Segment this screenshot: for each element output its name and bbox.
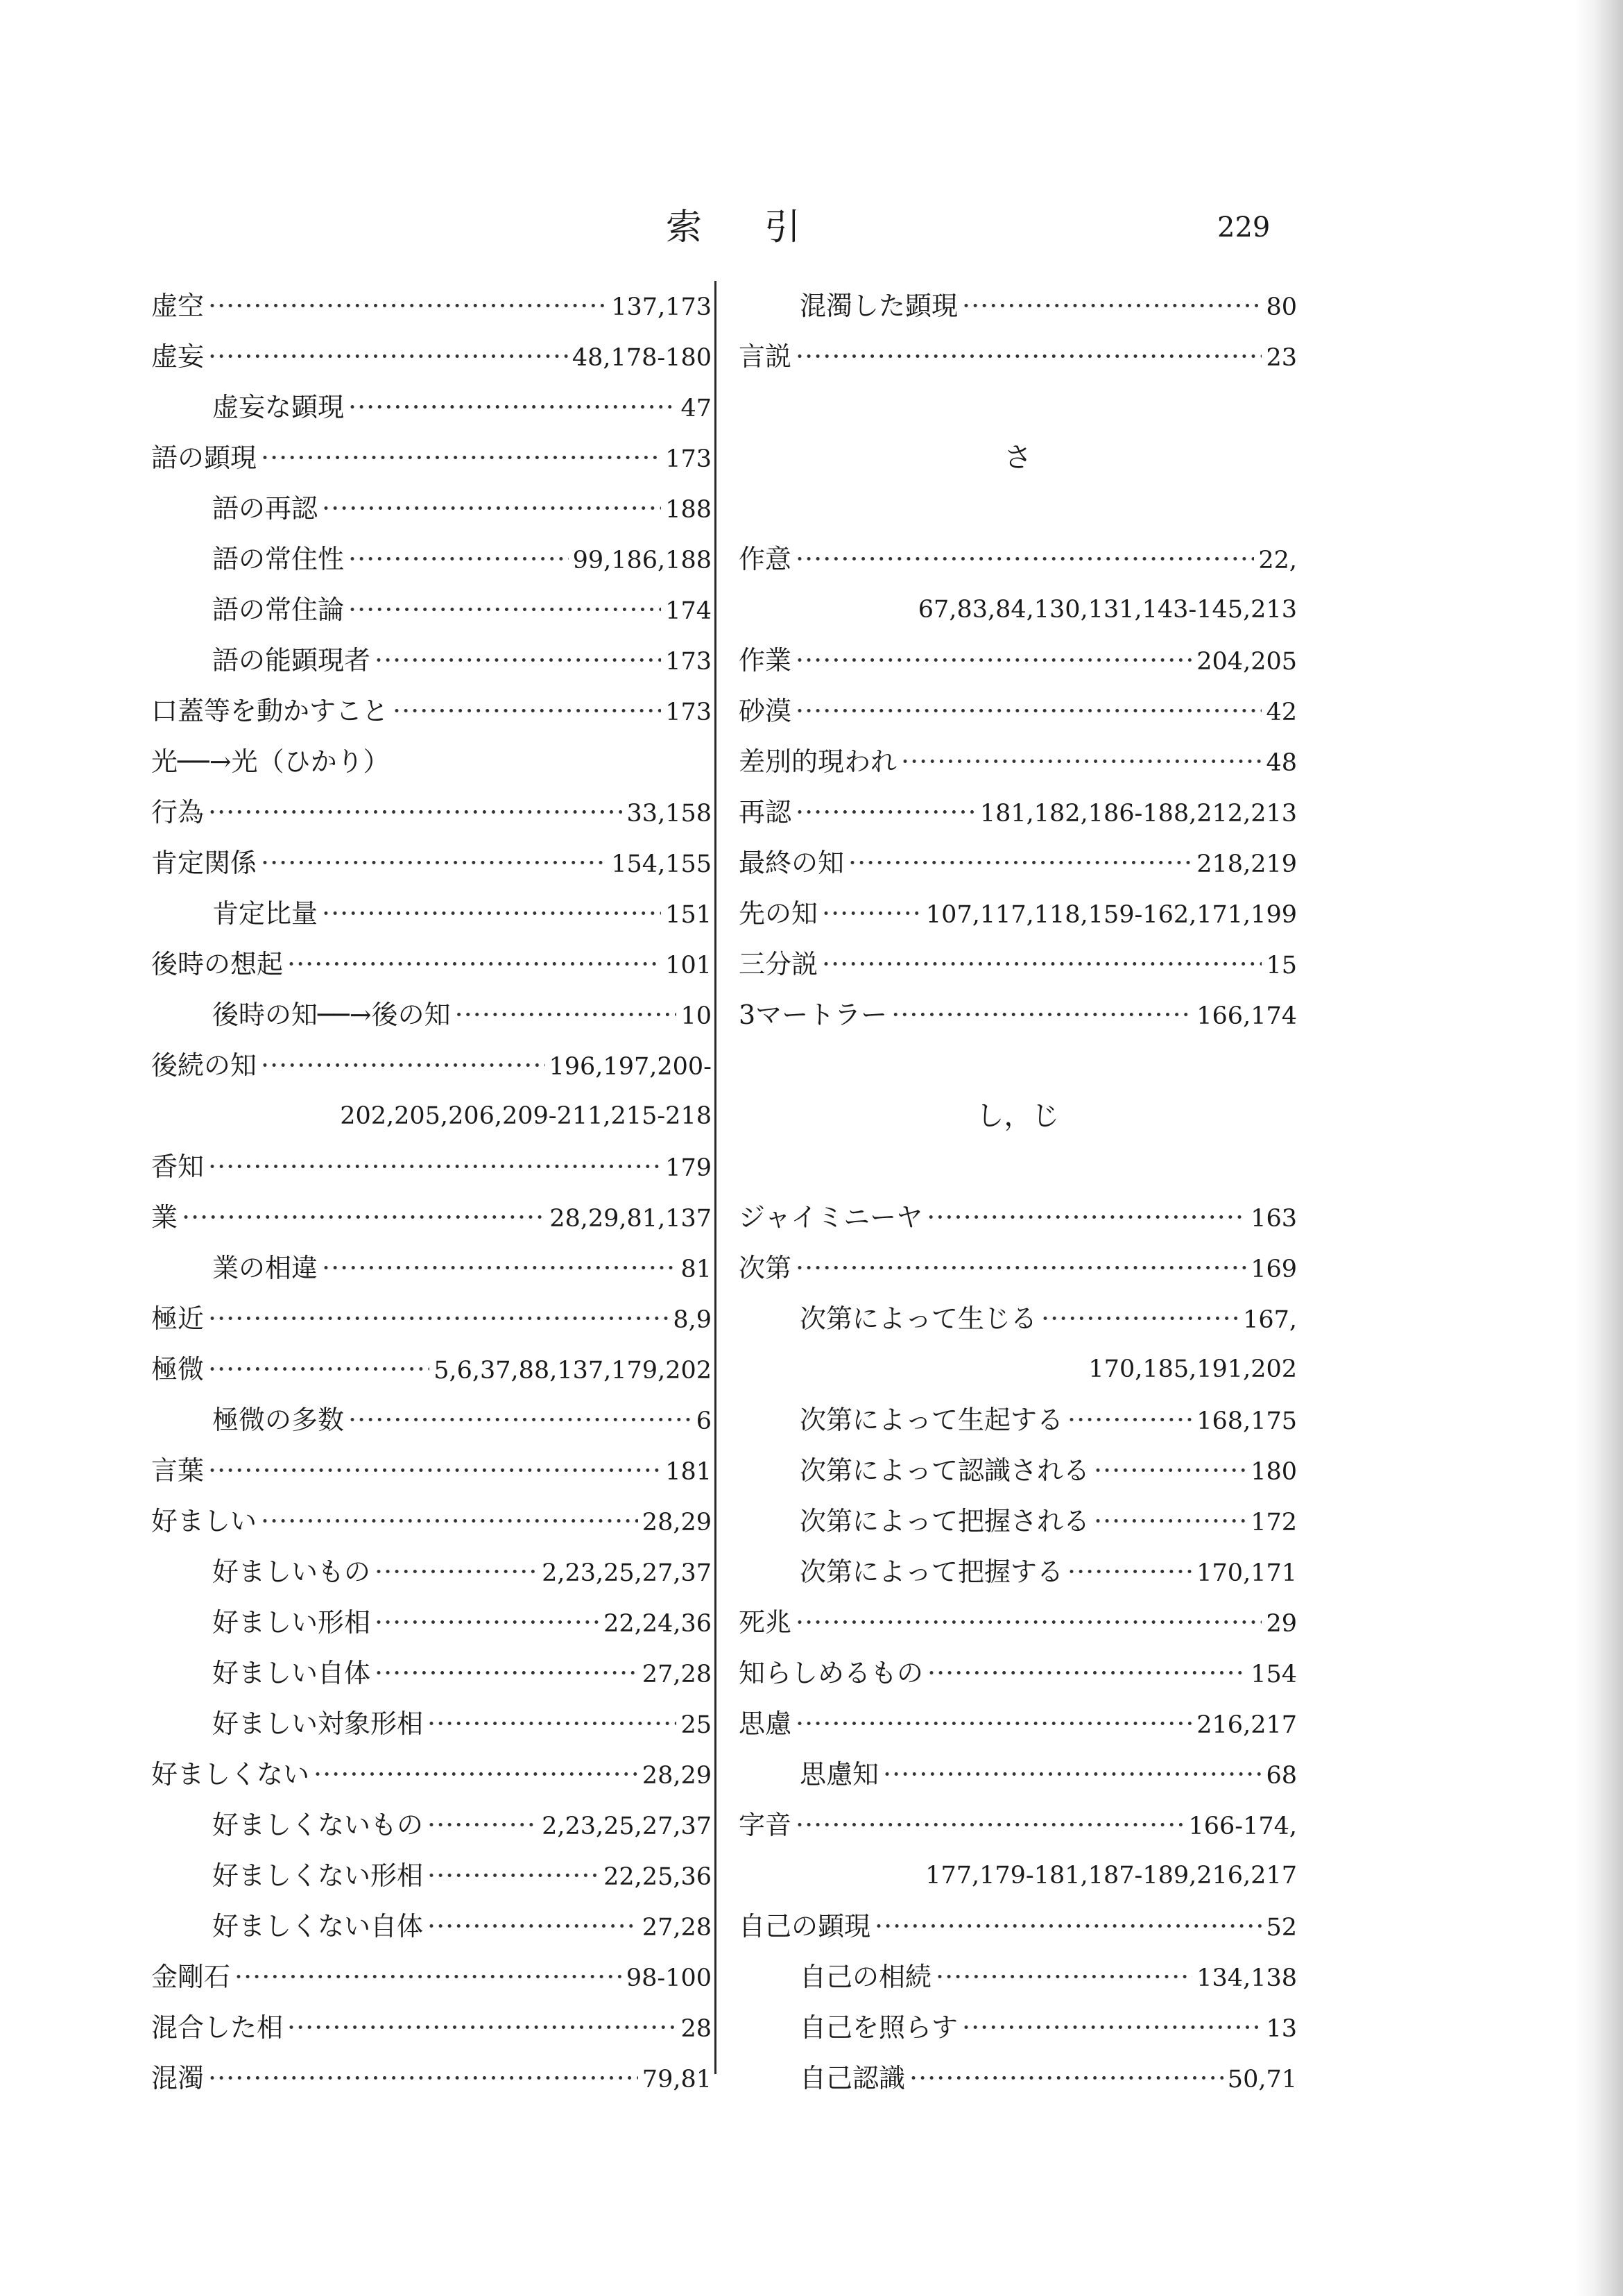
entry-pages: 202,205,206,209-211,215-218 — [340, 1102, 712, 1130]
entry-term: 先の知 — [739, 898, 818, 929]
dot-leader — [375, 635, 661, 686]
dot-leader — [208, 1142, 661, 1192]
index-entry — [151, 1699, 712, 1749]
entry-term: 肯定関係 — [151, 848, 257, 878]
entry-pages: 180 — [1251, 1458, 1297, 1486]
section-heading: し，じ — [976, 1100, 1060, 1132]
index-entry-continuation — [739, 1344, 1297, 1395]
dot-leader — [1067, 1395, 1192, 1446]
dot-leader — [796, 787, 976, 838]
entry-term: 好ましくない形相 — [212, 1860, 424, 1891]
entry-pages: 196,197,200- — [549, 1053, 712, 1081]
entry-pages: 48,178-180 — [572, 344, 712, 372]
entry-term: 口蓋等を動かすこと — [151, 696, 389, 726]
entry-term: 自己の相続 — [800, 1962, 932, 1992]
index-entry — [151, 2003, 712, 2053]
entry-term: 次第によって生じる — [800, 1303, 1038, 1334]
index-entry — [739, 1699, 1297, 1749]
entry-pages: 179 — [665, 1154, 712, 1182]
dot-leader — [822, 889, 922, 939]
index-entry — [151, 534, 712, 585]
entry-pages: 2,23,25,27,37 — [542, 1559, 712, 1587]
entry-pages: 163 — [1251, 1205, 1297, 1233]
entry-pages: 25 — [680, 1711, 712, 1739]
dot-leader — [796, 686, 1262, 737]
entry-term: 肯定比量 — [212, 898, 318, 929]
index-entry — [151, 1496, 712, 1547]
entry-term: 極近 — [151, 1303, 205, 1334]
dot-leader — [927, 1648, 1246, 1699]
dot-leader — [234, 1952, 622, 2003]
index-entry-continuation — [739, 585, 1297, 635]
entry-pages: 170,185,191,202 — [1088, 1355, 1297, 1383]
entry-term: 虚空 — [151, 291, 205, 321]
index-entry — [151, 1952, 712, 2003]
dot-leader — [375, 1648, 638, 1699]
dot-leader — [208, 787, 623, 838]
entry-pages: 134,138 — [1196, 1964, 1297, 1992]
index-entry — [151, 1597, 712, 1648]
index-entry — [151, 281, 712, 332]
dot-leader — [322, 1243, 676, 1294]
entry-pages: 48 — [1266, 749, 1297, 777]
dot-leader — [393, 686, 661, 737]
entry-pages: 28,29 — [642, 1509, 712, 1536]
page-edge-shadow — [1574, 0, 1623, 2296]
dot-leader — [314, 1749, 638, 1800]
entry-pages: 81 — [680, 1256, 712, 1283]
index-entry — [151, 483, 712, 534]
index-entries-right — [739, 281, 1297, 2104]
entry-term: 差別的現われ — [739, 746, 898, 777]
entry-term: 行為 — [151, 797, 205, 828]
dot-leader — [822, 939, 1262, 990]
entry-term: 混濁した顕現 — [800, 291, 959, 321]
entry-term: 三分説 — [739, 949, 818, 979]
index-entry — [739, 939, 1297, 990]
entry-term: 光──→光（ひかり） — [151, 746, 390, 777]
dot-leader — [883, 1749, 1262, 1800]
entry-pages: 169 — [1251, 1256, 1297, 1283]
entry-pages: 181 — [665, 1458, 712, 1486]
entry-pages: 173 — [665, 445, 712, 473]
index-entry — [739, 1648, 1297, 1699]
entry-pages: 6 — [696, 1407, 712, 1435]
dot-leader — [796, 1800, 1184, 1851]
entry-pages: 168,175 — [1196, 1407, 1297, 1435]
index-entry — [739, 332, 1297, 382]
entry-pages: 173 — [665, 648, 712, 676]
entry-term: 知らしめるもの — [739, 1658, 924, 1688]
index-entry — [739, 1749, 1297, 1800]
dot-leader — [261, 433, 661, 483]
dot-leader — [1067, 1547, 1192, 1597]
entry-term: 極微 — [151, 1354, 205, 1385]
section-heading: さ — [1004, 442, 1032, 474]
entry-term: 後時の想起 — [151, 949, 284, 979]
entry-pages: 154,155 — [611, 850, 712, 878]
dot-leader — [962, 281, 1262, 332]
entry-pages: 167, — [1243, 1306, 1297, 1334]
dot-leader — [322, 483, 661, 534]
dot-leader — [208, 332, 568, 382]
dot-leader — [796, 1699, 1192, 1749]
entry-pages: 79,81 — [642, 2066, 712, 2093]
entry-term: 自己認識 — [800, 2063, 906, 2093]
entry-term: 好ましい形相 — [212, 1607, 371, 1638]
entry-term: 自己を照らす — [800, 2012, 959, 2043]
entry-pages: 2,23,25,27,37 — [542, 1813, 712, 1840]
index-entry — [739, 787, 1297, 838]
index-entry-continuation — [151, 1091, 712, 1142]
index-entry — [151, 737, 712, 787]
index-entry — [151, 1040, 712, 1091]
entry-pages: 22,24,36 — [603, 1610, 712, 1638]
entry-term: 作意 — [739, 544, 792, 574]
index-entry — [151, 2053, 712, 2104]
entry-term: 好ましいもの — [212, 1557, 371, 1587]
dot-leader — [261, 838, 607, 889]
dot-leader — [375, 1597, 599, 1648]
index-entry — [151, 1192, 712, 1243]
entry-pages: 52 — [1266, 1914, 1297, 1942]
dot-leader — [796, 534, 1254, 585]
entry-pages: 188 — [665, 496, 712, 524]
index-entry — [151, 889, 712, 939]
entry-term: 好ましい自体 — [212, 1658, 371, 1688]
entry-pages: 80 — [1266, 293, 1297, 321]
dot-leader — [208, 281, 607, 332]
entry-pages: 166-174, — [1188, 1813, 1297, 1840]
index-entry — [151, 585, 712, 635]
dot-leader — [796, 1597, 1262, 1648]
index-entry — [739, 1395, 1297, 1446]
dot-leader — [261, 1496, 638, 1547]
entry-term: 最終の知 — [739, 848, 845, 878]
dot-leader — [455, 990, 677, 1040]
entry-pages: 29 — [1266, 1610, 1297, 1638]
entry-pages: 216,217 — [1196, 1711, 1297, 1739]
index-entry — [151, 1243, 712, 1294]
index-entry — [151, 1344, 712, 1395]
entry-term: 言葉 — [151, 1455, 205, 1486]
entry-pages: 98-100 — [626, 1964, 712, 1992]
index-entry — [739, 1446, 1297, 1496]
entry-term: 次第によって生起する — [800, 1405, 1064, 1435]
dot-leader — [1041, 1294, 1239, 1344]
index-entry — [739, 1547, 1297, 1597]
index-entry — [151, 1800, 712, 1851]
section-spacer — [739, 1142, 1297, 1192]
dot-leader — [208, 1294, 669, 1344]
index-entry — [739, 838, 1297, 889]
dot-leader — [909, 2053, 1223, 2104]
index-entry — [151, 1901, 712, 1952]
dot-leader — [427, 1800, 538, 1851]
entry-pages: 47 — [680, 395, 712, 422]
entry-term: 次第によって認識される — [800, 1455, 1090, 1486]
entry-term: 作業 — [739, 645, 792, 676]
entry-pages: 181,182,186-188,212,213 — [979, 800, 1297, 828]
index-entry — [151, 787, 712, 838]
dot-leader — [848, 838, 1192, 889]
entry-term: 自己の顕現 — [739, 1911, 871, 1942]
entry-pages: 154 — [1251, 1661, 1297, 1688]
index-column-left — [151, 281, 712, 2104]
dot-leader — [322, 889, 661, 939]
index-entry — [151, 939, 712, 990]
entry-term: 混合した相 — [151, 2012, 284, 2043]
section-spacer — [739, 1040, 1297, 1091]
index-entry — [739, 889, 1297, 939]
entry-term: 業 — [151, 1202, 178, 1233]
index-entry-continuation — [739, 1851, 1297, 1901]
dot-leader — [1094, 1496, 1246, 1547]
entry-term: 語の能顕現者 — [212, 645, 371, 676]
entry-pages: 22,25,36 — [603, 1863, 712, 1891]
index-entry — [151, 838, 712, 889]
entry-term: 言説 — [739, 341, 792, 372]
index-entry — [739, 1952, 1297, 2003]
entry-pages: 27,28 — [642, 1661, 712, 1688]
entry-pages: 107,117,118,159-162,171,199 — [925, 901, 1297, 929]
index-entry — [739, 635, 1297, 686]
dot-leader — [427, 1851, 599, 1901]
entry-pages: 28 — [680, 2015, 712, 2043]
index-entry — [739, 2003, 1297, 2053]
index-entry — [151, 1851, 712, 1901]
entry-pages: 151 — [665, 901, 712, 929]
entry-term: 思慮 — [739, 1708, 792, 1739]
page-title: 索引 — [666, 207, 864, 248]
dot-leader — [287, 939, 661, 990]
index-entry — [739, 2053, 1297, 2104]
index-entry — [151, 1648, 712, 1699]
dot-leader — [875, 1901, 1262, 1952]
dot-leader — [208, 1344, 429, 1395]
index-entry — [739, 737, 1297, 787]
dot-leader — [427, 1901, 638, 1952]
entry-pages: 8,9 — [673, 1306, 712, 1334]
index-entry — [151, 990, 712, 1040]
entry-term: 再認 — [739, 797, 792, 828]
index-entry — [151, 382, 712, 433]
entry-pages: 166,174 — [1196, 1002, 1297, 1030]
column-divider — [714, 281, 716, 2074]
index-entry — [739, 1243, 1297, 1294]
entry-term: 後時の知──→後の知 — [212, 1000, 451, 1030]
index-entry — [739, 1901, 1297, 1952]
entry-pages: 5,6,37,88,137,179,202 — [433, 1357, 712, 1385]
entry-pages: 27,28 — [642, 1914, 712, 1942]
entry-term: 虚妄な顕現 — [212, 392, 345, 422]
dot-leader — [348, 534, 569, 585]
entry-term: 虚妄 — [151, 341, 205, 372]
index-entry — [151, 1446, 712, 1496]
dot-leader — [208, 2053, 638, 2104]
entry-term: 好ましくない自体 — [212, 1911, 424, 1942]
entry-term: 3マートラー — [739, 1000, 888, 1030]
index-entry — [739, 686, 1297, 737]
index-entry — [739, 534, 1297, 585]
entry-pages: 99,186,188 — [572, 547, 712, 574]
index-entry — [151, 635, 712, 686]
entry-term: 香知 — [151, 1151, 205, 1182]
index-entry — [151, 1142, 712, 1192]
entry-term: 字音 — [739, 1810, 792, 1840]
entry-pages: 177,179-181,187-189,216,217 — [925, 1862, 1297, 1890]
index-entry — [739, 990, 1297, 1040]
dot-leader — [348, 1395, 692, 1446]
dot-leader — [348, 585, 661, 635]
entry-term: 次第によって把握する — [800, 1557, 1064, 1587]
index-entry — [151, 332, 712, 382]
entry-term: 語の常住性 — [212, 544, 345, 574]
index-entry — [739, 1597, 1297, 1648]
dot-leader — [182, 1192, 545, 1243]
index-column-right — [739, 281, 1297, 2104]
entry-pages: 10 — [680, 1002, 712, 1030]
entry-term: 後続の知 — [151, 1050, 257, 1081]
entry-pages: 218,219 — [1196, 850, 1297, 878]
dot-leader — [927, 1192, 1246, 1243]
entry-term: 思慮知 — [800, 1759, 879, 1790]
entry-term: 好ましい対象形相 — [212, 1708, 424, 1739]
entry-term: 極微の多数 — [212, 1405, 345, 1435]
dot-leader — [891, 990, 1192, 1040]
dot-leader — [287, 2003, 676, 2053]
index-entry — [151, 1749, 712, 1800]
entry-pages: 28,29 — [642, 1762, 712, 1790]
entry-pages: 15 — [1266, 952, 1297, 979]
index-entry — [151, 1395, 712, 1446]
section-spacer — [739, 483, 1297, 534]
dot-leader — [208, 1446, 661, 1496]
dot-leader — [962, 2003, 1262, 2053]
entry-term: 金剛石 — [151, 1962, 231, 1992]
index-entry — [739, 1496, 1297, 1547]
entry-pages: 172 — [1251, 1509, 1297, 1536]
entry-pages: 174 — [665, 597, 712, 625]
index-entry — [151, 1547, 712, 1597]
dot-leader — [901, 737, 1262, 787]
page-number: 229 — [1217, 212, 1271, 243]
entry-term: 次第 — [739, 1253, 792, 1283]
dot-leader — [427, 1699, 676, 1749]
dot-leader — [936, 1952, 1192, 2003]
entry-term: 業の相違 — [212, 1253, 318, 1283]
entry-term: 死兆 — [739, 1607, 792, 1638]
entry-pages: 204,205 — [1196, 648, 1297, 676]
dot-leader — [796, 1243, 1246, 1294]
index-entry — [739, 1192, 1297, 1243]
entry-pages: 101 — [665, 952, 712, 979]
entry-term: 語の再認 — [212, 493, 318, 524]
entry-pages: 137,173 — [611, 293, 712, 321]
entry-pages: 28,29,81,137 — [549, 1205, 712, 1233]
entry-term: 語の顕現 — [151, 443, 257, 473]
entry-term: 混濁 — [151, 2063, 205, 2093]
entry-pages: 170,171 — [1196, 1559, 1297, 1587]
entry-pages: 22, — [1258, 547, 1297, 574]
index-entry — [739, 1294, 1297, 1344]
index-entry — [739, 281, 1297, 332]
entry-term: 次第によって把握される — [800, 1506, 1090, 1536]
entry-term: 好ましい — [151, 1506, 257, 1536]
dot-leader — [261, 1040, 544, 1091]
entry-term: 語の常住論 — [212, 594, 345, 625]
index-entry — [151, 1294, 712, 1344]
dot-leader — [796, 635, 1192, 686]
entry-term: ジャイミニーヤ — [739, 1202, 923, 1233]
entry-term: 砂漠 — [739, 696, 792, 726]
entry-pages: 68 — [1266, 1762, 1297, 1790]
entry-pages: 13 — [1266, 2015, 1297, 2043]
entry-pages: 50,71 — [1227, 2066, 1297, 2093]
index-entries-left — [151, 281, 712, 2104]
dot-leader — [1094, 1446, 1246, 1496]
entry-pages: 173 — [665, 699, 712, 726]
entry-pages: 23 — [1266, 344, 1297, 372]
entry-pages: 33,158 — [626, 800, 712, 828]
dot-leader — [375, 1547, 538, 1597]
index-entry — [739, 1800, 1297, 1851]
index-entry — [151, 433, 712, 483]
entry-term: 好ましくない — [151, 1759, 310, 1790]
dot-leader — [796, 332, 1262, 382]
section-spacer — [739, 382, 1297, 433]
entry-term: 好ましくないもの — [212, 1810, 424, 1840]
index-entry — [151, 686, 712, 737]
entry-pages: 67,83,84,130,131,143-145,213 — [918, 596, 1297, 624]
dot-leader — [348, 382, 676, 433]
entry-pages: 42 — [1266, 699, 1297, 726]
